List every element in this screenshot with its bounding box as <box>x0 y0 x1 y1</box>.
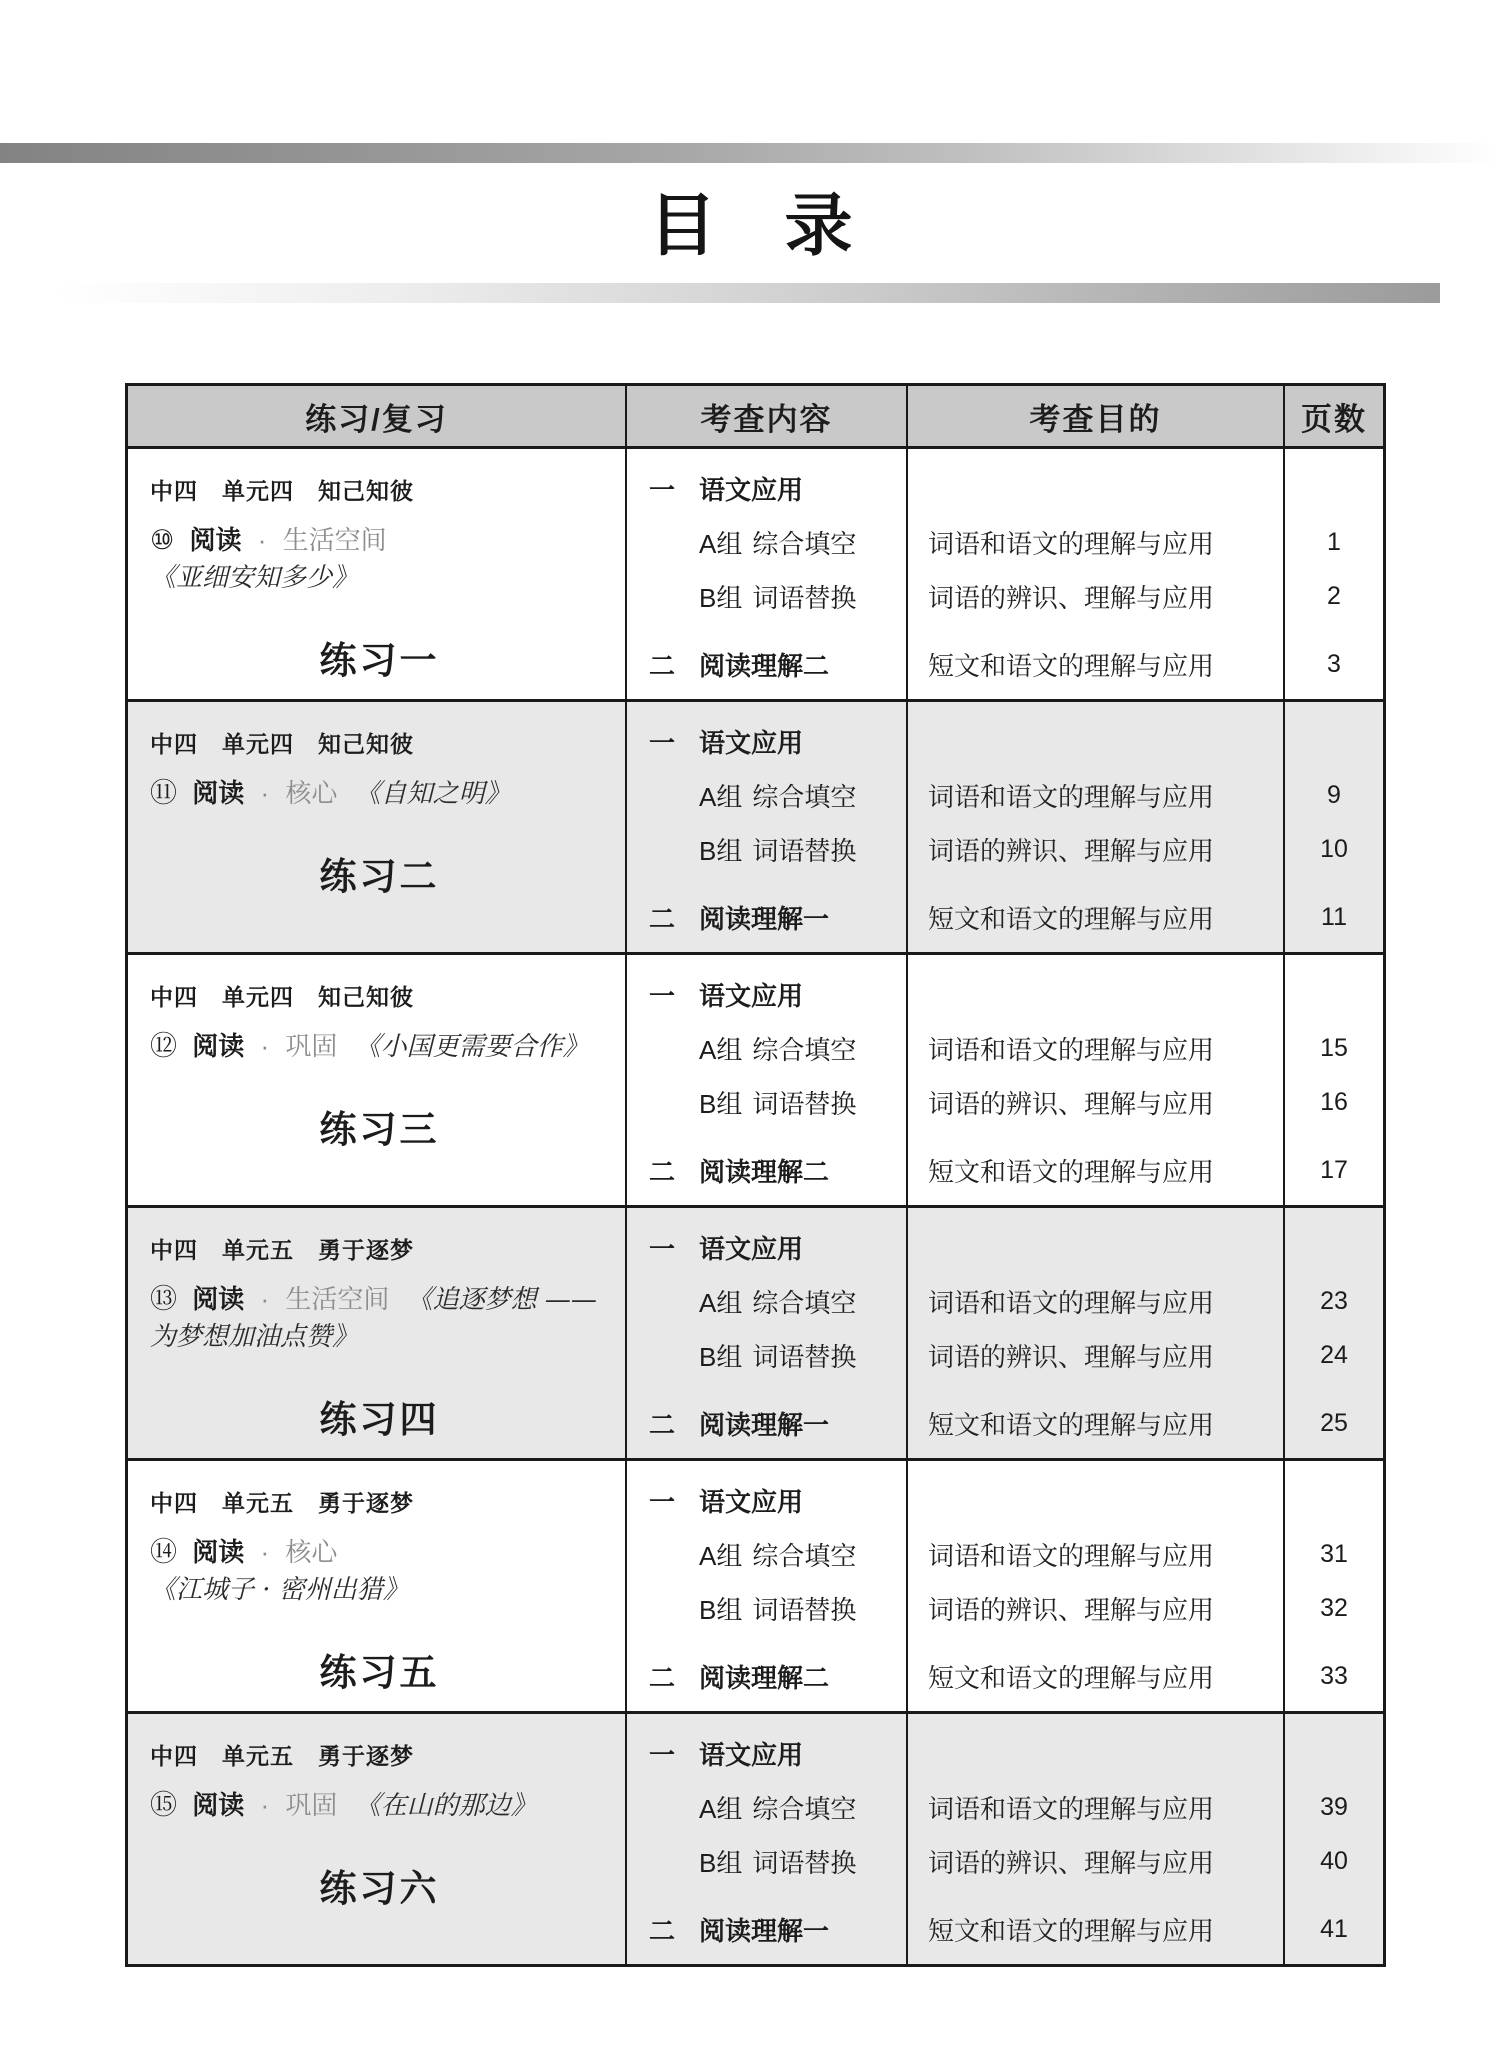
section1-label: 语文应用 <box>699 980 804 1011</box>
content-line-groupA <box>649 1274 900 1328</box>
groupB-label: 词语替换 <box>752 583 857 614</box>
lesson-category: 核心 <box>285 1538 338 1568</box>
content-cell <box>625 449 906 699</box>
purpose-line-1: 词语和语文的理解与应用 <box>928 1288 1215 1319</box>
section2-number: 二 <box>649 1156 676 1187</box>
purpose-cell <box>906 449 1283 699</box>
exercise-name: 练习四 <box>319 1399 440 1440</box>
table-body <box>128 449 1383 1964</box>
pages-cell <box>1283 702 1383 952</box>
page-number-1: 9 <box>1327 780 1341 809</box>
page-number-1: 23 <box>1320 1286 1348 1315</box>
pages-spacer <box>1285 714 1383 768</box>
content-line-section2 <box>649 637 900 691</box>
content-line-section1 <box>649 1726 900 1780</box>
section1-label: 语文应用 <box>699 474 804 505</box>
exercise-cell <box>128 955 625 1205</box>
lesson-category: 生活空间 <box>285 1285 390 1315</box>
groupA-label: 综合填空 <box>752 782 857 813</box>
purpose-line-3: 短文和语文的理解与应用 <box>928 1663 1215 1694</box>
exercise-name: 练习六 <box>319 1868 440 1909</box>
purpose-line-3: 短文和语文的理解与应用 <box>928 1157 1215 1188</box>
section1-label: 语文应用 <box>699 1486 804 1517</box>
purpose-spacer <box>928 714 1277 768</box>
exercise-name: 练习五 <box>319 1652 440 1693</box>
groupB-label: 词语替换 <box>752 1342 857 1373</box>
groupB-number: B组 <box>699 835 743 866</box>
pages-spacer <box>1285 461 1383 515</box>
purpose-line-3: 短文和语文的理解与应用 <box>928 904 1215 935</box>
purpose-cell <box>906 1461 1283 1711</box>
content-line-section2 <box>649 1143 900 1197</box>
table-row <box>128 955 1383 1208</box>
content-line-section1 <box>649 1473 900 1527</box>
content-line-section2 <box>649 1649 900 1703</box>
groupA-label: 综合填空 <box>752 1541 857 1572</box>
purpose-cell <box>906 702 1283 952</box>
content-cell <box>625 1461 906 1711</box>
page-number-2: 10 <box>1320 834 1348 863</box>
page-number-2: 40 <box>1320 1846 1348 1875</box>
page-number-2: 2 <box>1327 581 1341 610</box>
unit-label: 中四 单元四 知己知彼 <box>150 478 414 504</box>
section2-number: 二 <box>649 650 676 681</box>
content-line-groupB <box>649 569 900 623</box>
pages-spacer <box>1285 1473 1383 1527</box>
lesson-title: 《在山的那边》 <box>354 1791 537 1821</box>
unit-label: 中四 单元四 知己知彼 <box>150 731 414 757</box>
dot-separator-icon: · <box>260 778 270 808</box>
pages-spacer <box>1285 1726 1383 1780</box>
top-gradient-rule <box>0 143 1501 163</box>
page-number-3: 11 <box>1321 902 1347 931</box>
lesson-title: 《江城子 · 密州出猎》 <box>150 1575 409 1605</box>
page-number-3: 41 <box>1320 1914 1348 1943</box>
section2-label: 阅读理解一 <box>699 903 830 934</box>
lesson-type: 阅读 <box>192 1284 245 1314</box>
lesson-type: 阅读 <box>192 1790 245 1820</box>
groupB-number: B组 <box>699 1847 743 1878</box>
lesson-line <box>150 775 609 812</box>
lesson-title: 《小国更需要合作》 <box>354 1032 589 1062</box>
pages-cell <box>1283 955 1383 1205</box>
groupA-label: 综合填空 <box>752 1794 857 1825</box>
lesson-line <box>150 1534 609 1608</box>
section2-label: 阅读理解一 <box>699 1409 830 1440</box>
page-number-1: 39 <box>1320 1792 1348 1821</box>
circled-number: ⑬ <box>150 1284 177 1314</box>
page-number-3: 17 <box>1320 1155 1348 1184</box>
table-header-row <box>128 386 1383 449</box>
content-line-section2 <box>649 1902 900 1956</box>
content-line-groupA <box>649 1780 900 1834</box>
lesson-type: 阅读 <box>192 1031 245 1061</box>
exercise-cell <box>128 1461 625 1711</box>
section1-label: 语文应用 <box>699 1739 804 1770</box>
groupB-label: 词语替换 <box>752 1089 857 1120</box>
page-number-3: 25 <box>1320 1408 1348 1437</box>
table-row <box>128 1461 1383 1714</box>
dot-separator-icon: · <box>260 1537 270 1567</box>
purpose-line-1: 词语和语文的理解与应用 <box>928 782 1215 813</box>
groupA-label: 综合填空 <box>752 1288 857 1319</box>
section1-number: 一 <box>649 727 676 758</box>
unit-label: 中四 单元五 勇于逐梦 <box>150 1237 414 1263</box>
content-line-section1 <box>649 461 900 515</box>
groupA-label: 综合填空 <box>752 529 857 560</box>
content-line-section1 <box>649 1220 900 1274</box>
page-number-3: 33 <box>1320 1661 1348 1690</box>
purpose-line-1: 词语和语文的理解与应用 <box>928 1035 1215 1066</box>
groupB-label: 词语替换 <box>752 836 857 867</box>
page-number-1: 31 <box>1320 1539 1348 1568</box>
exercise-name: 练习二 <box>319 856 440 897</box>
section2-number: 二 <box>649 903 676 934</box>
groupB-number: B组 <box>699 1341 743 1372</box>
lesson-title: 《亚细安知多少》 <box>150 563 359 593</box>
page-number-2: 16 <box>1320 1087 1348 1116</box>
circled-number: ⑩ <box>150 525 175 555</box>
lesson-category: 巩固 <box>285 1032 338 1062</box>
content-line-groupB <box>649 1581 900 1635</box>
circled-number: ⑮ <box>150 1790 177 1820</box>
unit-label: 中四 单元四 知己知彼 <box>150 984 414 1010</box>
content-line-groupB <box>649 1834 900 1888</box>
section1-number: 一 <box>649 980 676 1011</box>
section2-label: 阅读理解二 <box>699 1662 830 1693</box>
purpose-line-3: 短文和语文的理解与应用 <box>928 1410 1215 1441</box>
groupB-label: 词语替换 <box>752 1595 857 1626</box>
purpose-spacer <box>928 967 1277 1021</box>
toc-table <box>125 383 1386 1967</box>
pages-spacer <box>1285 967 1383 1021</box>
page-number-3: 3 <box>1327 649 1341 678</box>
table-row <box>128 702 1383 955</box>
section1-number: 一 <box>649 474 676 505</box>
lesson-line <box>150 1787 609 1824</box>
purpose-line-2: 词语的辨识、理解与应用 <box>928 1342 1215 1373</box>
lesson-type: 阅读 <box>189 525 242 555</box>
lesson-category: 核心 <box>285 779 338 809</box>
circled-number: ⑪ <box>150 778 177 808</box>
purpose-line-2: 词语的辨识、理解与应用 <box>928 836 1215 867</box>
pages-cell <box>1283 1208 1383 1458</box>
page-title: 目 录 <box>648 188 853 264</box>
purpose-cell <box>906 1208 1283 1458</box>
section2-number: 二 <box>649 1915 676 1946</box>
section1-number: 一 <box>649 1739 676 1770</box>
section2-label: 阅读理解一 <box>699 1915 830 1946</box>
lesson-type: 阅读 <box>192 778 245 808</box>
groupB-number: B组 <box>699 1088 743 1119</box>
content-line-groupA <box>649 515 900 569</box>
table-row <box>128 1208 1383 1461</box>
groupB-label: 词语替换 <box>752 1848 857 1879</box>
purpose-line-1: 词语和语文的理解与应用 <box>928 1794 1215 1825</box>
content-line-section2 <box>649 890 900 944</box>
page-number-2: 24 <box>1320 1340 1348 1369</box>
section1-label: 语文应用 <box>699 1233 804 1264</box>
pages-cell <box>1283 1714 1383 1964</box>
header-test-purpose: 考查目的 <box>906 386 1283 446</box>
page-number-1: 15 <box>1320 1033 1348 1062</box>
circled-number: ⑭ <box>150 1537 177 1567</box>
lesson-type: 阅读 <box>192 1537 245 1567</box>
content-line-groupA <box>649 1527 900 1581</box>
lesson-category: 巩固 <box>285 1791 338 1821</box>
header-page-count: 页数 <box>1283 386 1383 446</box>
groupB-number: B组 <box>699 1594 743 1625</box>
purpose-line-2: 词语的辨识、理解与应用 <box>928 1089 1215 1120</box>
content-line-groupB <box>649 1075 900 1129</box>
exercise-cell <box>128 1714 625 1964</box>
table-row <box>128 449 1383 702</box>
section1-number: 一 <box>649 1233 676 1264</box>
lesson-title: 《自知之明》 <box>354 779 511 809</box>
section2-number: 二 <box>649 1409 676 1440</box>
exercise-cell <box>128 702 625 952</box>
content-line-section1 <box>649 714 900 768</box>
circled-number: ⑫ <box>150 1031 177 1061</box>
exercise-name: 练习三 <box>319 1109 440 1150</box>
content-cell <box>625 1208 906 1458</box>
content-cell <box>625 1714 906 1964</box>
purpose-line-3: 短文和语文的理解与应用 <box>928 1916 1215 1947</box>
content-line-groupA <box>649 1021 900 1075</box>
unit-label: 中四 单元五 勇于逐梦 <box>150 1743 414 1769</box>
purpose-spacer <box>928 461 1277 515</box>
lesson-line <box>150 1028 609 1065</box>
content-cell <box>625 702 906 952</box>
lesson-line <box>150 1281 609 1355</box>
content-cell <box>625 955 906 1205</box>
pages-cell <box>1283 449 1383 699</box>
purpose-line-1: 词语和语文的理解与应用 <box>928 529 1215 560</box>
page-number-1: 1 <box>1327 527 1341 556</box>
header-exercise-review: 练习/复习 <box>305 401 448 437</box>
purpose-line-3: 短文和语文的理解与应用 <box>928 651 1215 682</box>
pages-spacer <box>1285 1220 1383 1274</box>
purpose-line-2: 词语的辨识、理解与应用 <box>928 583 1215 614</box>
purpose-spacer <box>928 1726 1277 1780</box>
section1-number: 一 <box>649 1486 676 1517</box>
purpose-line-2: 词语的辨识、理解与应用 <box>928 1595 1215 1626</box>
content-line-groupA <box>649 768 900 822</box>
groupA-number: A组 <box>699 528 743 559</box>
lesson-line <box>150 522 609 596</box>
groupA-number: A组 <box>699 1540 743 1571</box>
groupB-number: B组 <box>699 582 743 613</box>
purpose-cell <box>906 955 1283 1205</box>
exercise-name: 练习一 <box>319 640 440 681</box>
purpose-spacer <box>928 1220 1277 1274</box>
exercise-cell <box>128 1208 625 1458</box>
unit-label: 中四 单元五 勇于逐梦 <box>150 1490 414 1516</box>
header-test-content: 考查内容 <box>625 386 906 446</box>
purpose-line-2: 词语的辨识、理解与应用 <box>928 1848 1215 1879</box>
content-line-section1 <box>649 967 900 1021</box>
groupA-label: 综合填空 <box>752 1035 857 1066</box>
content-line-groupB <box>649 1328 900 1382</box>
dot-separator-icon: · <box>260 1031 270 1061</box>
section2-number: 二 <box>649 1662 676 1693</box>
groupA-number: A组 <box>699 781 743 812</box>
page-number-2: 32 <box>1320 1593 1348 1622</box>
purpose-spacer <box>928 1473 1277 1527</box>
exercise-cell <box>128 449 625 699</box>
pages-cell <box>1283 1461 1383 1711</box>
groupA-number: A组 <box>699 1287 743 1318</box>
content-line-section2 <box>649 1396 900 1450</box>
dot-separator-icon: · <box>260 1790 270 1820</box>
dot-separator-icon: · <box>260 1284 270 1314</box>
title-underline-gradient-rule <box>55 283 1440 303</box>
content-line-groupB <box>649 822 900 876</box>
groupA-number: A组 <box>699 1034 743 1065</box>
purpose-cell <box>906 1714 1283 1964</box>
section2-label: 阅读理解二 <box>699 1156 830 1187</box>
lesson-category: 生活空间 <box>282 526 387 556</box>
table-row <box>128 1714 1383 1964</box>
purpose-line-1: 词语和语文的理解与应用 <box>928 1541 1215 1572</box>
section1-label: 语文应用 <box>699 727 804 758</box>
section2-label: 阅读理解二 <box>699 650 830 681</box>
dot-separator-icon: · <box>257 525 267 555</box>
lesson-title: 《追逐梦想 —— 为梦想加油点赞》 <box>150 1285 597 1352</box>
groupA-number: A组 <box>699 1793 743 1824</box>
